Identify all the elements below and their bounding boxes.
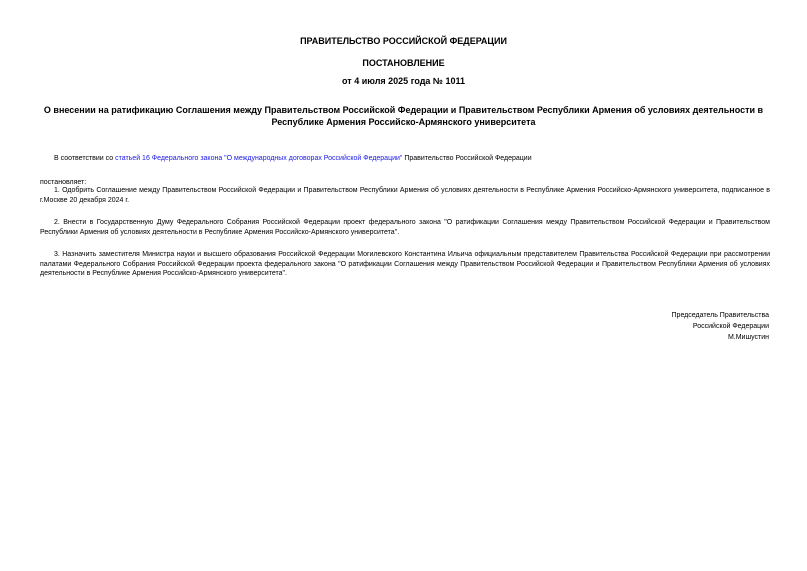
signature-name: М.Мишустин <box>727 334 769 341</box>
point-3-text: 3. Назначить заместителя Министра науки и высшего образования Российской Федерации Могилевского Константина Ильича официальным представителем Правительства Российской Федерации при рассмотрении палатами Федерального Собрания Российской Федерации проекта федерального закона "О ратификации Соглашения между Правительством Российской Федерации и Правительством Республики Армения об условиях деятельности в Республике Армения Российско-Армянского университета". <box>40 251 770 278</box>
signature-title-line-1: Председатель Правительства <box>671 312 769 319</box>
point-1 <box>40 186 770 205</box>
law-article-link[interactable]: статьей 16 Федерального закона "О международных договорах Российской Федерации" <box>115 155 403 162</box>
point-1-text: 1. Одобрить Соглашение между Правительством Российской Федерации и Правительством Республики Армения об условиях деятельности в Республике Армения Российско-Армянского университета, подписанное в г.Москве 20 декабря 2024 г. <box>40 187 770 204</box>
intro-prefix: В соответствии со <box>54 155 116 162</box>
point-2 <box>40 218 770 237</box>
intro-paragraph <box>40 154 770 164</box>
signature-title-line-2: Российской Федерации <box>692 323 769 330</box>
document-date-number: от 4 июля 2025 года № 1011 <box>342 76 465 86</box>
intro-suffix: Правительство Российской Федерации <box>402 155 532 162</box>
government-heading: ПРАВИТЕЛЬСТВО РОССИЙСКОЙ ФЕДЕРАЦИИ <box>300 36 507 46</box>
resolves-verb: постановляет: <box>40 179 87 186</box>
point-2-text: 2. Внести в Государственную Думу Федерального Собрания Российской Федерации проект федерального закона "О ратификации Соглашения между Правительством Российской Федерации и Правительством Республики Армения об условиях деятельности в Республике Армения Российско-Армянского университета". <box>40 219 770 236</box>
document-title: О внесении на ратификацию Соглашения между Правительством Российской Федерации и Правительством Республики Армения об условиях деятельности в Республике Армения Российско-Армянского университета <box>43 105 764 127</box>
document-type-heading: ПОСТАНОВЛЕНИЕ <box>362 58 445 68</box>
signature-block <box>672 310 769 343</box>
point-3 <box>40 250 770 279</box>
